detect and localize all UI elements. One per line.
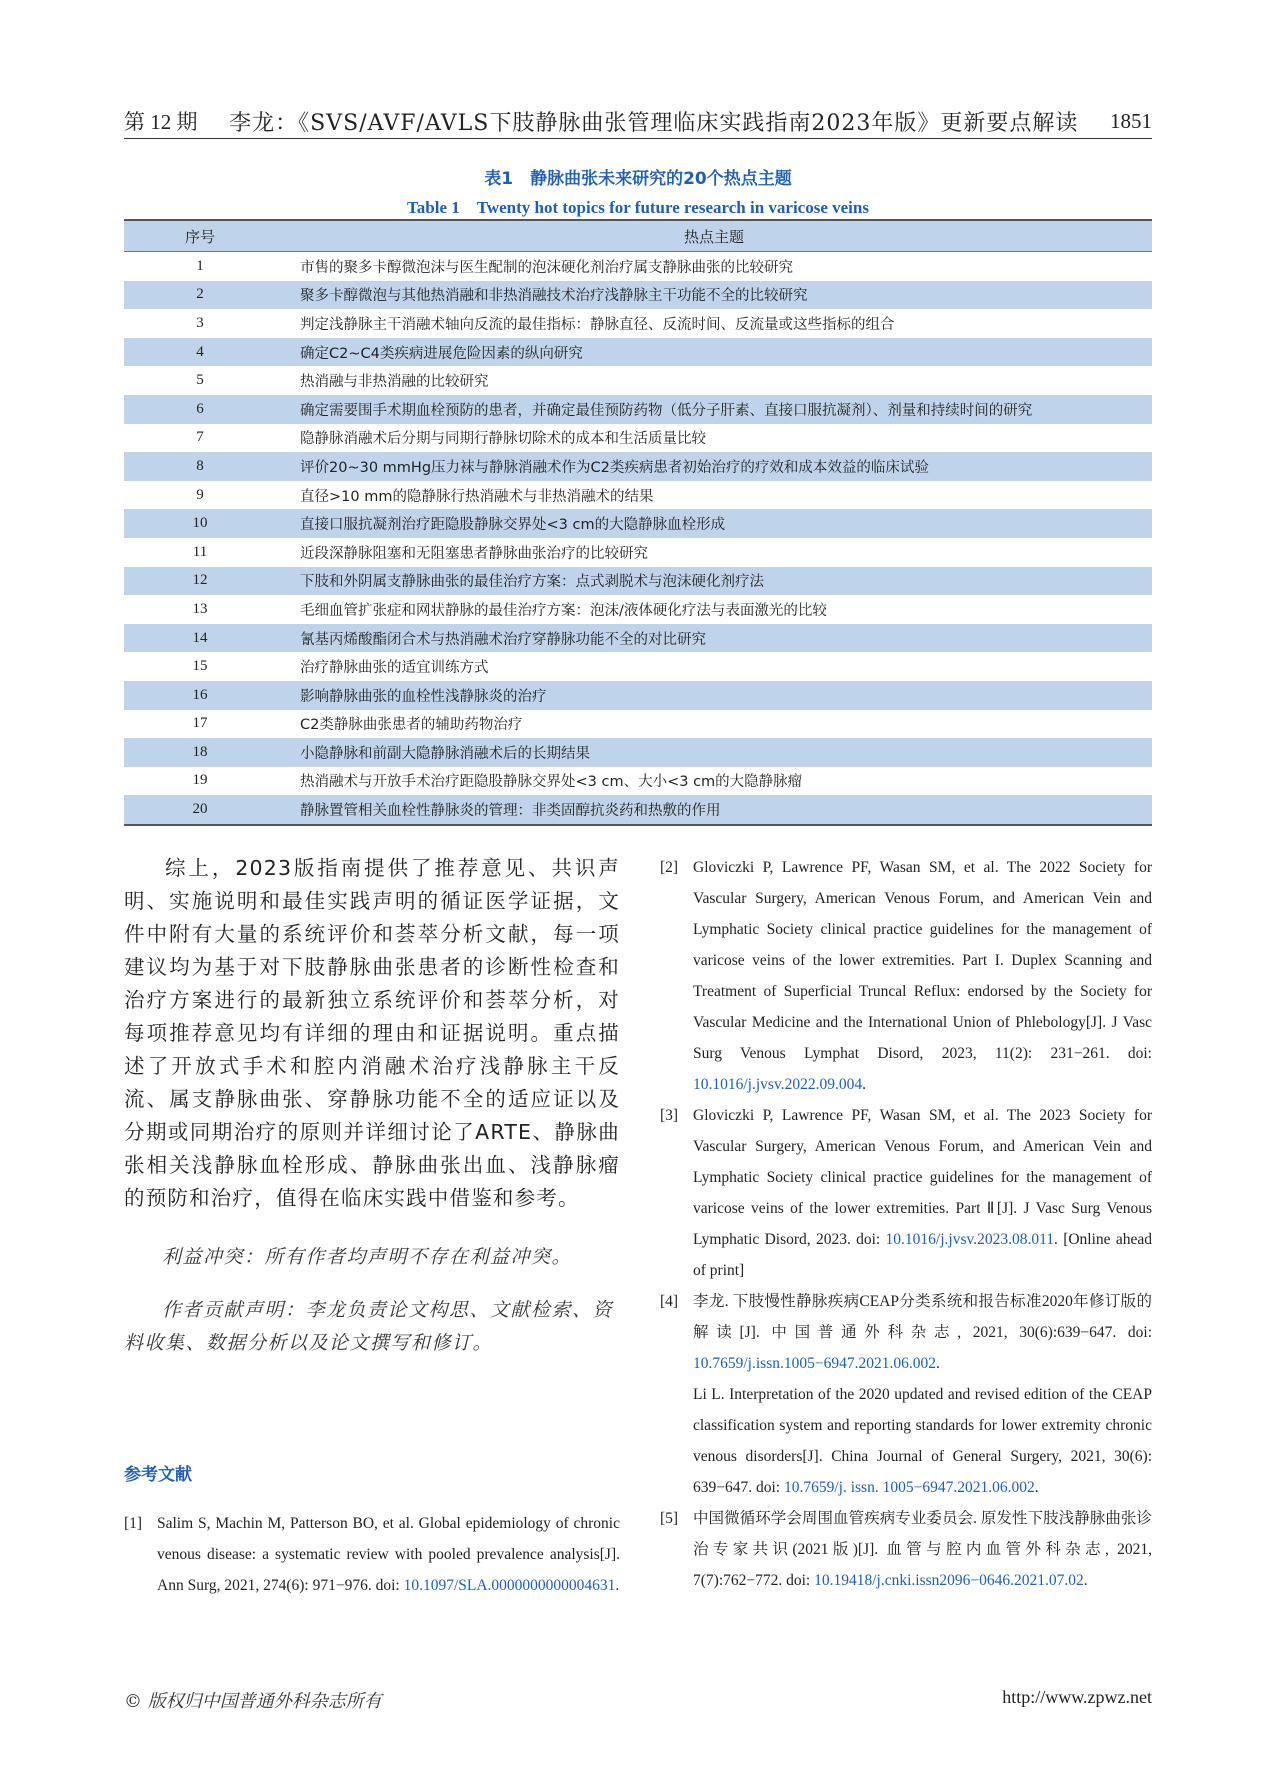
row-topic: 确定需要围手术期血栓预防的患者，并确定最佳预防药物（低分子肝素、直接口服抗凝剂）、剂量和持续时间的研究 [276, 395, 1152, 424]
references-heading: 参考文献 [124, 1465, 192, 1485]
column-header-topic: 热点主题 [276, 220, 1152, 252]
conflict-statement: 利益冲突：所有作者均声明不存在利益冲突。 [162, 1246, 573, 1268]
row-topic: 直接口服抗凝剂治疗距隐股静脉交界处<3 cm的大隐静脉血栓形成 [276, 509, 1152, 538]
running-header [124, 104, 1152, 139]
reference-text-en: Li L. Interpretation of the 2020 updated and revised edition of the CEAP classification system and reporting standards for lower extremity chronic venous disorders[J]. China Journal of General Surgery, 2021, 30(6): 639−647. doi: [693, 1386, 1152, 1496]
references-left [124, 1508, 620, 1601]
row-topic: 小隐静脉和前副大隐静脉消融术后的长期结果 [276, 738, 1152, 767]
row-number: 3 [196, 314, 204, 331]
row-number: 7 [196, 429, 204, 446]
table-row [124, 452, 1152, 481]
doi-link[interactable]: 10.1016/j.jvsv.2023.08.011 [885, 1231, 1055, 1248]
row-number: 14 [124, 624, 276, 653]
journal-url-link[interactable]: http://www.zpwz.net [1002, 1687, 1152, 1707]
page-number: 1851 [1110, 108, 1152, 133]
references-right [660, 852, 1152, 1596]
row-topic: 隐静脉消融术后分期与同期行静脉切除术的成本和生活质量比较 [300, 431, 706, 448]
row-topic: 静脉置管相关血栓性静脉炎的管理：非类固醇抗炎药和热敷的作用 [276, 795, 1152, 825]
table-header-row [124, 220, 1152, 252]
reference-tail: . [615, 1577, 620, 1594]
table-row [124, 567, 1152, 596]
row-number: 10 [124, 509, 276, 538]
contribution-statement: 作者贡献声明：李龙负责论文构思、文献检索、资料收集、数据分析以及论文撰写和修订。 [124, 1299, 614, 1354]
row-topic: 热消融与非热消融的比较研究 [300, 374, 489, 391]
table-row [124, 710, 1152, 739]
row-topic: 市售的聚多卡醇微泡沫与医生配制的泡沫硬化剂治疗属支静脉曲张的比较研究 [300, 259, 793, 276]
row-number: 2 [124, 281, 276, 310]
doi-link[interactable]: 10.1097/SLA.0000000000004631 [403, 1577, 616, 1594]
reference-number: [1] [124, 1515, 143, 1532]
row-number: 20 [124, 795, 276, 825]
table-row [124, 309, 1152, 338]
reference-item [660, 1503, 1152, 1596]
reference-number: [3] [660, 1107, 679, 1124]
row-number: 13 [192, 600, 208, 617]
row-number: 4 [124, 338, 276, 367]
row-topic: 氰基丙烯酸酯闭合术与热消融术治疗穿静脉功能不全的对比研究 [276, 624, 1152, 653]
row-topic: 评价20~30 mmHg压力袜与静脉消融术作为C2类疾病患者初始治疗的疗效和成本效益的临床试验 [276, 452, 1152, 481]
reference-item [124, 1508, 620, 1601]
row-topic: C2类静脉曲张患者的辅助药物治疗 [300, 717, 523, 734]
issue-number: 第 12 期 [124, 110, 198, 134]
row-topic: 影响静脉曲张的血栓性浅静脉炎的治疗 [276, 681, 1152, 710]
table-row [124, 338, 1152, 367]
doi-link-en[interactable]: 10.7659/j. issn. 1005−6947.2021.06.002 [783, 1479, 1035, 1496]
reference-tail-en: . [1034, 1479, 1039, 1496]
doi-link[interactable]: 10.1016/j.jvsv.2022.09.004 [693, 1076, 863, 1093]
summary-paragraph: 综上，2023版指南提供了推荐意见、共识声明、实施说明和最佳实践声明的循证医学证据，文件中附有大量的系统评价和荟萃分析文献，每一项建议均为基于对下肢静脉曲张患者的诊断性检查和治疗方案进行的最新独立系统评价和荟萃分析，对每项推荐意见均有详细的理由和证据说明。重点描述了开放式手术和腔内消融术治疗浅静脉主干反流、属支静脉曲张、穿静脉功能不全的适应证以及分期或同期治疗的原则并详细讨论了ARTE、静脉曲张相关浅静脉血栓形成、静脉曲张出血、浅静脉瘤的预防和治疗，值得在临床实践中借鉴和参考。 [124, 856, 620, 1210]
doi-link[interactable]: 10.7659/j.issn.1005−6947.2021.06.002 [693, 1355, 936, 1372]
row-topic: 确定C2~C4类疾病进展危险因素的纵向研究 [276, 338, 1152, 367]
reference-number: [4] [660, 1293, 679, 1310]
row-topic: 判定浅静脉主干消融术轴向反流的最佳指标：静脉直径、反流时间、反流量或这些指标的组合 [300, 316, 895, 333]
reference-tail: . [862, 1076, 866, 1093]
row-number: 17 [192, 715, 208, 732]
reference-item [660, 1286, 1152, 1503]
reference-text: 李龙. 下肢慢性静脉疾病CEAP分类系统和报告标准2020年修订版的解读[J]. 中国普通外科杂志, 2021, 30(6):639−647. doi: [693, 1293, 1152, 1341]
row-number: 19 [192, 772, 208, 789]
reference-item [660, 852, 1152, 1100]
column-header-number: 序号 [124, 220, 276, 252]
reference-text: Gloviczki P, Lawrence PF, Wasan SM, et al. The 2023 Society for Vascular Surgery, American Venous Forum, and American Vein and Lymphatic Society clinical practice guidelines for the management of varicose veins of the lower extremities. Part Ⅱ[J]. J Vasc Surg Venous Lymphatic Disord, 2023. doi: [693, 1107, 1152, 1248]
table-row [124, 509, 1152, 538]
row-number: 18 [124, 738, 276, 767]
table-row [124, 538, 1152, 567]
row-topic: 近段深静脉阻塞和无阻塞患者静脉曲张治疗的比较研究 [300, 545, 648, 562]
row-topic: 治疗静脉曲张的适宜训练方式 [300, 660, 489, 677]
row-number: 8 [124, 452, 276, 481]
left-column [124, 852, 620, 1360]
table-row [124, 595, 1152, 624]
doi-link[interactable]: 10.19418/j.cnki.issn2096−0646.2021.07.02 [814, 1572, 1084, 1589]
row-number: 6 [124, 395, 276, 424]
running-title: 李龙：《SVS/AVF/AVLS下肢静脉曲张管理临床实践指南2023年版》更新要点解读 [229, 110, 1079, 136]
table-caption-en: Table 1 Twenty hot topics for future research in varicose veins [407, 198, 869, 217]
reference-tail: . [Online ahead of print] [693, 1231, 1152, 1279]
row-topic: 直径>10 mm的隐静脉行热消融术与非热消融术的结果 [300, 488, 654, 505]
table-row [124, 767, 1152, 796]
hot-topics-table [124, 219, 1152, 826]
row-number: 12 [124, 567, 276, 596]
reference-number: [2] [660, 859, 679, 876]
row-number: 5 [196, 372, 204, 389]
row-topic: 聚多卡醇微泡与其他热消融和非热消融技术治疗浅静脉主干功能不全的比较研究 [276, 281, 1152, 310]
row-topic: 下肢和外阴属支静脉曲张的最佳治疗方案：点式剥脱术与泡沫硬化剂疗法 [276, 567, 1152, 596]
reference-text: Salim S, Machin M, Patterson BO, et al. Global epidemiology of chronic venous disease: a systematic review with pooled prevalence analysis[J]. Ann Surg, 2021, 274(6): 971−976. doi: [157, 1515, 620, 1594]
row-number: 16 [124, 681, 276, 710]
reference-item [660, 1100, 1152, 1286]
reference-tail: . [1083, 1572, 1088, 1589]
table-row [124, 395, 1152, 424]
table-row [124, 795, 1152, 825]
table-row [124, 424, 1152, 453]
table-row [124, 738, 1152, 767]
copyright-notice: © 版权归中国普通外科杂志所有 [124, 1691, 382, 1712]
reference-tail: . [935, 1355, 940, 1372]
table-caption-cn: 表1 静脉曲张未来研究的20个热点主题 [484, 169, 792, 189]
table-body [124, 252, 1152, 825]
row-topic: 热消融术与开放手术治疗距隐股静脉交界处<3 cm、大小<3 cm的大隐静脉瘤 [300, 774, 803, 791]
row-number: 15 [192, 658, 208, 675]
reference-text: Gloviczki P, Lawrence PF, Wasan SM, et al. The 2022 Society for Vascular Surgery, American Venous Forum, and American Vein and Lymphatic Society clinical practice guidelines for the management of varicose veins of the lower extremities. Part I. Duplex Scanning and Treatment of Superficial Truncal Reflux: endorsed by the Society for Vascular Medicine and the International Union of Phlebology[J]. J Vasc Surg Venous Lymphat Disord, 2023, 11(2): 231−261. doi: [693, 859, 1152, 1062]
row-topic: 毛细血管扩张症和网状静脉的最佳治疗方案：泡沫/液体硬化疗法与表面激光的比较 [300, 602, 827, 619]
table-row [124, 681, 1152, 710]
table-row [124, 652, 1152, 681]
reference-number: [5] [660, 1510, 679, 1527]
row-number: 11 [192, 543, 208, 560]
table-row [124, 481, 1152, 510]
table-row [124, 366, 1152, 395]
table-row [124, 281, 1152, 310]
row-number: 1 [196, 257, 204, 274]
reference-text: 中国微循环学会周围血管疾病专业委员会. 原发性下肢浅静脉曲张诊治专家共识(2021版)[J]. 血管与腔内血管外科杂志, 2021, 7(7):762−772. doi: [693, 1510, 1152, 1589]
table-row [124, 252, 1152, 281]
table-row [124, 624, 1152, 653]
row-number: 9 [196, 486, 204, 503]
